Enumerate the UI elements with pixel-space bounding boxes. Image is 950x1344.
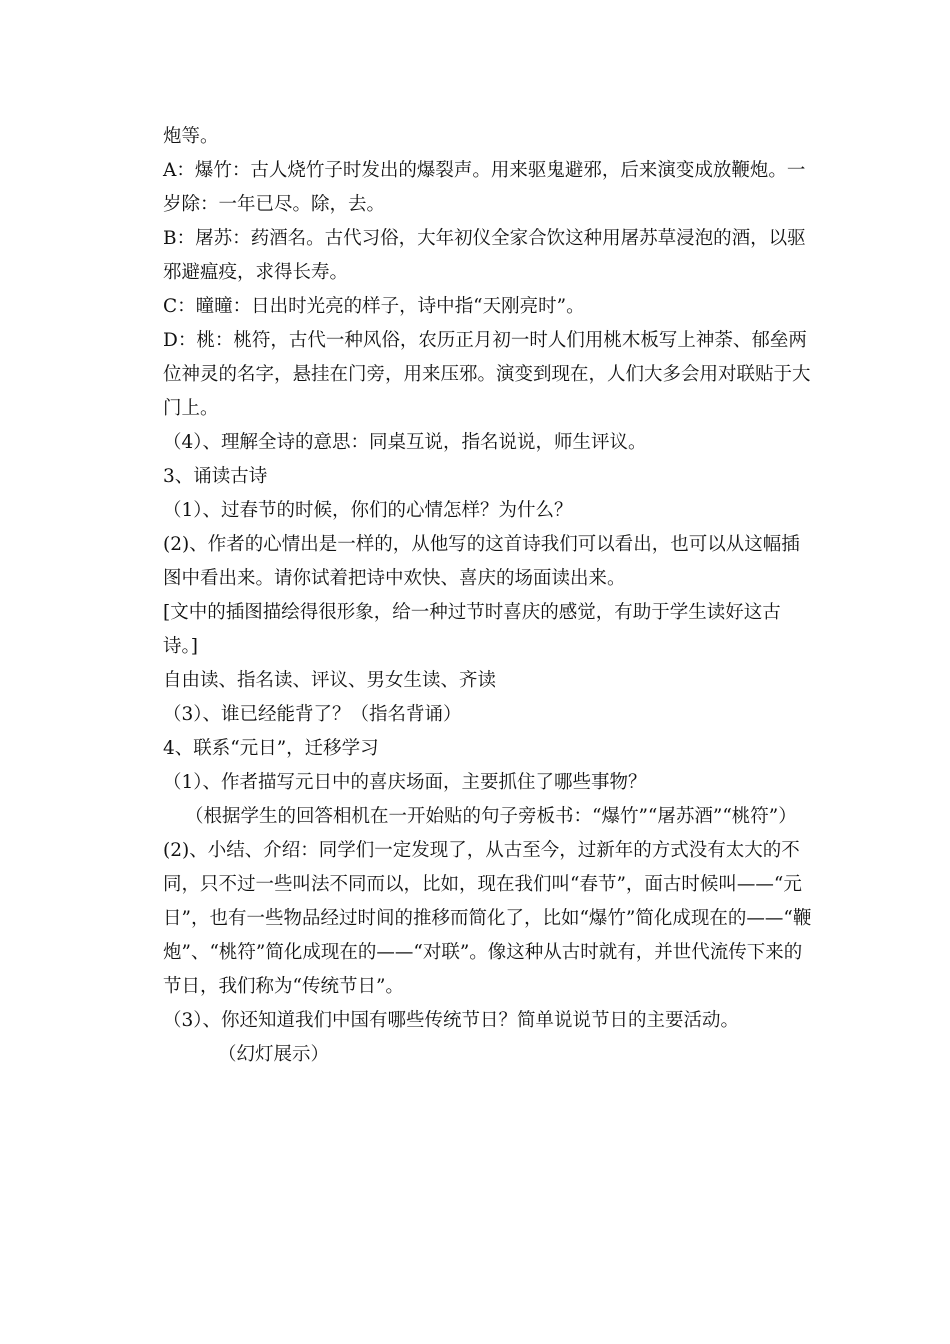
annotation-c: C：曈曈：日出时光亮的样子，诗中指“天刚亮时”。 [163,296,585,317]
step-3-3: （3）、谁已经能背了？（指名背诵） [163,704,462,725]
document-body [163,120,813,1072]
step-4-3: （3）、你还知道我们中国有哪些传统节日？简单说说节日的主要活动。 [163,1010,740,1031]
step-3-2: (2)、作者的心情出是一样的，从他写的这首诗我们可以看出，也可以从这幅插图中看出来。请你试着把诗中欢快、喜庆的场面读出来。 [163,534,800,589]
step-3-1: （1）、过春节的时候，你们的心情怎样？为什么？ [163,500,573,521]
annotation-b: B：屠苏：药酒名。古代习俗，大年初仪全家合饮这种用屠苏草浸泡的酒，以驱邪避瘟疫，求得长寿。 [163,228,806,283]
board-writing-note: （根据学生的回答相机在一开始贴的句子旁板书：“爆竹”“屠苏酒”“桃符”） [185,806,797,827]
step-2-4: （4）、理解全诗的意思：同桌互说，指名说说，师生评议。 [163,432,647,453]
annotation-a: A：爆竹：古人烧竹子时发出的爆裂声。用来驱鬼避邪，后来演变成放鞭炮。一岁除：一年已尽。除，去。 [163,160,806,215]
annotation-d: D：桃：桃符，古代一种风俗，农历正月初一时人们用桃木板写上神荼、郁垒两位神灵的名字，悬挂在门旁，用来压邪。演变到现在，人们大多会用对联贴于大门上。 [163,330,811,419]
step-4-2: (2)、小结、介绍：同学们一定发现了，从古至今，过新年的方式没有太大的不同，只不过一些叫法不同而以，比如，现在我们叫“春节”，面古时候叫——“元日”，也有一些物品经过时间的推移而简化了，比如“爆竹”简化成现在的——“鞭炮”、“桃符”简化成现在的——“对联”。像这种从古时就有，并世代流传下来的节日，我们称为“传统节日”。 [163,840,812,997]
teaching-note: [文中的插图描绘得很形象，给一种过节时喜庆的感觉，有助于学生读好这古诗。] [163,602,781,657]
paragraph-continuation: 炮等。 [163,126,219,147]
step-4-1: （1）、作者描写元日中的喜庆场面，主要抓住了哪些事物？ [163,772,647,793]
section-3-heading: 3、诵读古诗 [163,466,268,487]
section-4-heading: 4、联系“元日”，迁移学习 [163,738,379,759]
slideshow-note: （幻灯展示） [218,1044,330,1065]
reading-methods: 自由读、指名读、评议、男女生读、齐读 [163,670,497,691]
